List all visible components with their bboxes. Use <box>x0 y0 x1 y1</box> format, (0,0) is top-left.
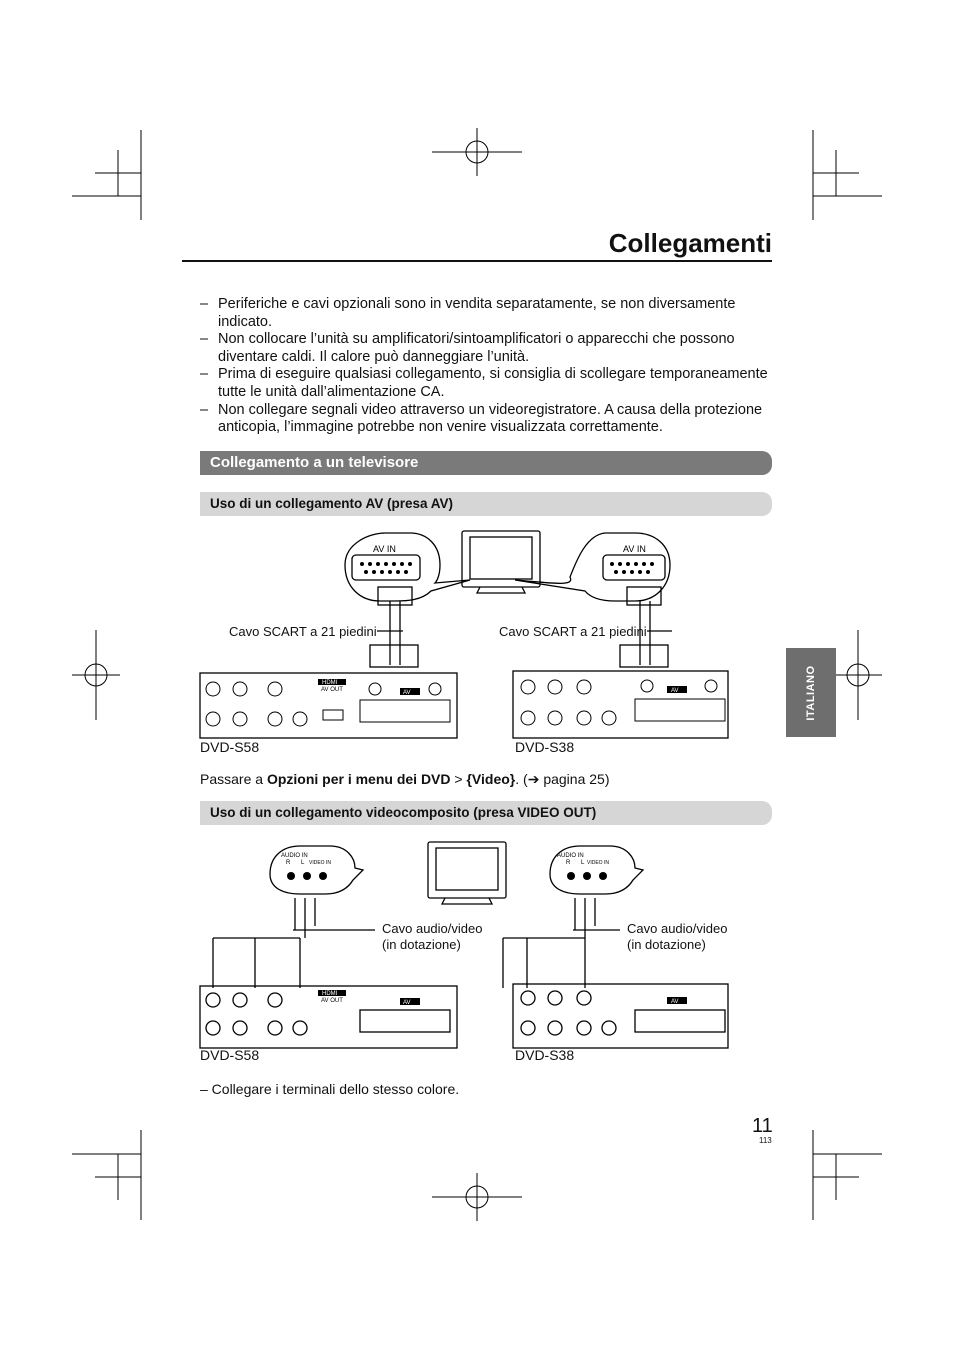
video-in-label: VIDEO IN <box>309 860 331 866</box>
arrow-icon: ➔ <box>527 771 540 787</box>
panel-av-label: AV <box>403 690 411 696</box>
cable-label-scart-right: Cavo SCART a 21 piedini <box>499 624 647 639</box>
bubble-label-left: AV IN <box>373 544 396 554</box>
speech-bubble-left <box>345 533 470 601</box>
color-note: – Collegare i terminali dello stesso colore. <box>200 1081 460 1097</box>
model-label-s58: DVD-S58 <box>200 739 260 755</box>
bullet-text: Non collegare segnali video attraverso un videoregistratore. A causa della protezione anticopia, l’immagine potrebbe non venire visualizzata correttamente. <box>218 401 763 436</box>
cable-label-line: Cavo audio/video <box>627 921 728 936</box>
title-rule <box>182 260 772 262</box>
bullet-dash: – <box>200 401 209 418</box>
bullet-item <box>200 331 780 366</box>
audio-in-label: AUDIO IN <box>281 853 308 859</box>
instruction-suffix: . ( <box>515 771 528 787</box>
subsection-av-header: Uso di un collegamento AV (presa AV) <box>200 492 772 516</box>
cable-label-av-left <box>382 921 482 953</box>
r-label: R <box>286 860 291 866</box>
instruction-prefix: Passare a <box>200 771 267 787</box>
l-label: L <box>581 860 585 866</box>
panel-dvd-s38 <box>513 984 728 1048</box>
side-tab-label: ITALIANO <box>805 664 817 721</box>
instruction-sep: > <box>450 771 467 787</box>
section-header: Collegamento a un televisore <box>200 451 772 475</box>
instruction-menu: Opzioni per i menu dei DVD <box>266 771 451 787</box>
bullet-text: Periferiche e cavi opzionali sono in vendita separatamente, se non diversamente indicato. <box>218 296 736 330</box>
model-label-s58: DVD-S58 <box>200 1047 260 1063</box>
panel-avout-label: AV OUT <box>321 687 343 693</box>
panel-av-label: AV <box>671 999 679 1005</box>
page-number: 11 <box>752 1115 773 1137</box>
page-sub-number: 113 <box>759 1136 772 1145</box>
instruction-item: {Video} <box>466 771 516 787</box>
bullet-dash: – <box>200 366 209 383</box>
panel-av-label: AV <box>403 1000 411 1006</box>
cable-label-scart-left: Cavo SCART a 21 piedini <box>229 624 377 639</box>
bullet-text: Non collocare l’unità su amplificatori/sintoamplificatori o apparecchi che possono diventare caldi. Il calore può danneggiare l’unità. <box>218 331 735 365</box>
cable-label-line: (in dotazione) <box>627 937 706 952</box>
r-label: R <box>566 860 571 866</box>
model-label-s38: DVD-S38 <box>515 1047 575 1063</box>
video-in-label: VIDEO IN <box>587 860 609 866</box>
model-label-s38: DVD-S38 <box>515 739 575 755</box>
bullet-item <box>200 402 780 437</box>
panel-hdmi-label: HDMI <box>322 680 338 686</box>
panel-av-label: AV <box>671 688 679 694</box>
instruction-page-ref: pagina 25) <box>539 771 610 787</box>
cable-label-line: Cavo audio/video <box>382 921 483 936</box>
audio-in-label: AUDIO IN <box>557 853 584 859</box>
subsection-composite-header: Uso di un collegamento videocomposito (presa VIDEO OUT) <box>200 801 772 825</box>
language-side-tab <box>786 648 836 737</box>
bubble-label-right: AV IN <box>623 544 646 554</box>
menu-instruction <box>200 771 610 788</box>
page-title: Collegamenti <box>608 228 772 258</box>
bullet-list <box>200 296 780 437</box>
bullet-item <box>200 366 780 401</box>
cable-label-av-right <box>627 921 727 953</box>
bullet-dash: – <box>200 331 209 348</box>
bullet-text: Prima di eseguire qualsiasi collegamento, si consiglia di scollegare temporaneamente tutte le unità dall’alimentazione CA. <box>218 366 768 400</box>
bullet-dash: – <box>200 296 209 312</box>
panel-avout-label: AV OUT <box>321 998 343 1004</box>
scart-pins <box>360 562 654 574</box>
bullet-item <box>200 296 780 331</box>
cable-label-line: (in dotazione) <box>382 937 461 952</box>
panel-dvd-s38 <box>513 671 728 738</box>
panel-hdmi-label: HDMI <box>322 991 338 997</box>
l-label: L <box>301 860 305 866</box>
